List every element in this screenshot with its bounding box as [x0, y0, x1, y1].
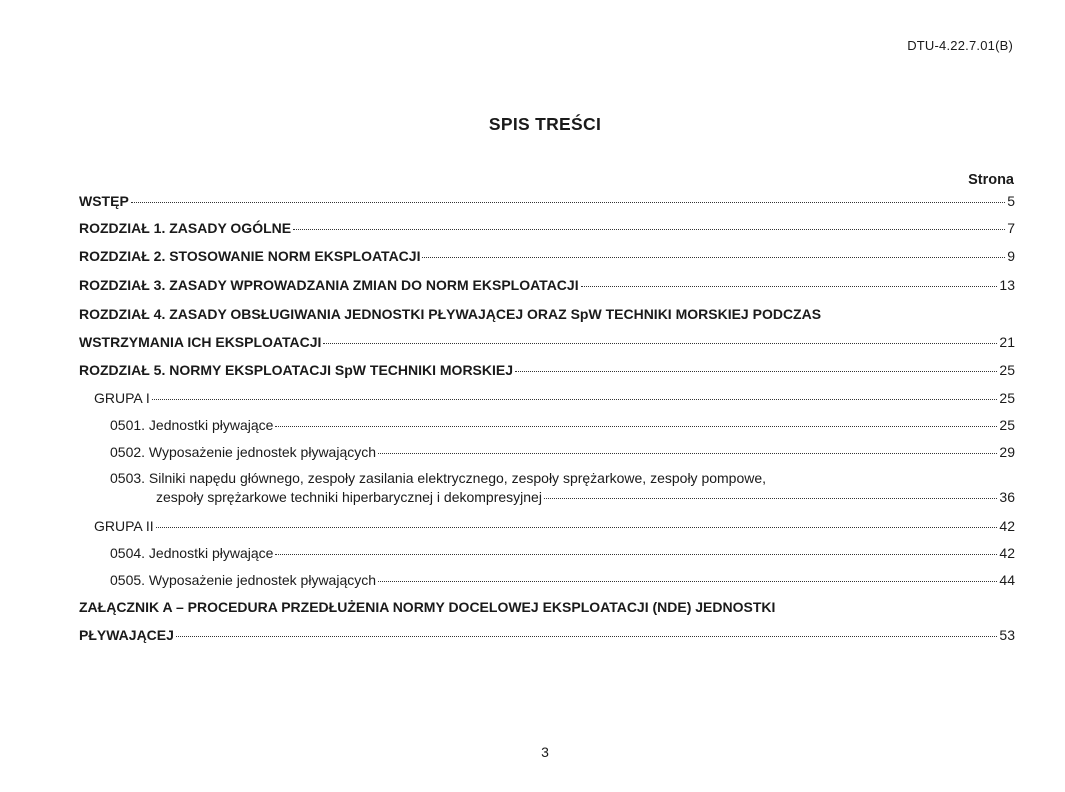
dot-leader [152, 399, 998, 400]
dot-leader [378, 453, 997, 454]
dot-leader [293, 229, 1005, 230]
dot-leader [156, 527, 998, 528]
toc-entry-wstep[interactable] [79, 193, 1015, 209]
dot-leader [131, 202, 1005, 203]
toc-entry-page: 29 [999, 444, 1015, 460]
toc-entry-page: 25 [999, 417, 1015, 433]
toc-entry-chapter-4[interactable] [79, 334, 1015, 350]
toc-entry-page: 44 [999, 572, 1015, 588]
toc-entry-text: GRUPA II [94, 518, 154, 534]
toc-entry-page: 9 [1007, 248, 1015, 264]
toc-entry-page: 13 [999, 277, 1015, 293]
toc-entry-text: WSTRZYMANIA ICH EKSPLOATACJI [79, 334, 322, 350]
toc-entry-chapter-5[interactable] [79, 362, 1015, 378]
toc-entry-chapter-3[interactable] [79, 277, 1015, 293]
toc-title: SPIS TREŚCI [488, 114, 602, 134]
toc-entry-text: 0504. Jednostki pływające [110, 545, 274, 561]
toc-entry-page: 42 [999, 518, 1015, 534]
dot-leader [275, 554, 997, 555]
toc-entry-page: 25 [999, 390, 1015, 406]
dot-leader [323, 343, 997, 344]
toc-entry-text: 0501. Jednostki pływające [110, 417, 274, 433]
toc-entry-text: WSTĘP [79, 193, 129, 209]
toc-entry-text: zespoły sprężarkowe techniki hiperbarycznej i dekompresyjnej [156, 489, 542, 505]
dot-leader [275, 426, 997, 427]
toc-entry-0501[interactable] [110, 417, 1015, 433]
toc-entry-page: 5 [1007, 193, 1015, 209]
toc-entry-0503-line1: 0503. Silniki napędu głównego, zespoły zasilania elektrycznego, zespoły sprężarkowe, zespoły pompowe, [110, 470, 767, 486]
toc-entry-page: 21 [999, 334, 1015, 350]
toc-entry-page: 53 [999, 627, 1015, 643]
toc-entry-chapter-2[interactable] [79, 248, 1015, 264]
toc-entry-page: 25 [999, 362, 1015, 378]
toc-entry-annex-a-line1: ZAŁĄCZNIK A – PROCEDURA PRZEDŁUŻENIA NORMY DOCELOWEJ EKSPLOATACJI (NDE) JEDNOSTKI [79, 599, 776, 615]
toc-entry-0503[interactable] [156, 489, 1015, 505]
toc-entry-annex-a[interactable] [79, 627, 1015, 643]
toc-entry-text: 0502. Wyposażenie jednostek pływających [110, 444, 377, 460]
toc-entry-0505[interactable] [110, 572, 1015, 588]
toc-entry-text: GRUPA I [94, 390, 150, 406]
dot-leader [515, 371, 997, 372]
toc-entry-text: ROZDZIAŁ 3. ZASADY WPROWADZANIA ZMIAN DO NORM EKSPLOATACJI [79, 277, 579, 293]
page-column-label: Strona [968, 172, 1014, 188]
dot-leader [176, 636, 998, 637]
toc-entry-page: 7 [1007, 220, 1015, 236]
dot-leader [378, 581, 997, 582]
toc-entry-text: PŁYWAJĄCEJ [79, 627, 174, 643]
toc-entry-page: 36 [999, 489, 1015, 505]
toc-entry-page: 42 [999, 545, 1015, 561]
toc-entry-text: ROZDZIAŁ 1. ZASADY OGÓLNE [79, 220, 292, 236]
toc-entry-group-2[interactable] [94, 518, 1015, 534]
toc-entry-chapter-4-line1: ROZDZIAŁ 4. ZASADY OBSŁUGIWANIA JEDNOSTKI PŁYWAJĄCEJ ORAZ SpW TECHNIKI MORSKIEJ PODCZAS [79, 306, 822, 322]
dot-leader [544, 498, 997, 499]
toc-entry-text: ROZDZIAŁ 5. NORMY EKSPLOATACJI SpW TECHNIKI MORSKIEJ [79, 362, 514, 378]
toc-entry-text: ROZDZIAŁ 2. STOSOWANIE NORM EKSPLOATACJI [79, 248, 421, 264]
toc-entry-0502[interactable] [110, 444, 1015, 460]
page-number: 3 [541, 744, 549, 760]
toc-entry-group-1[interactable] [94, 390, 1015, 406]
toc-entry-chapter-1[interactable] [79, 220, 1015, 236]
document-code: DTU-4.22.7.01(B) [907, 38, 1013, 53]
toc-entry-text: 0505. Wyposażenie jednostek pływających [110, 572, 377, 588]
dot-leader [422, 257, 1005, 258]
dot-leader [581, 286, 998, 287]
toc-entry-0504[interactable] [110, 545, 1015, 561]
